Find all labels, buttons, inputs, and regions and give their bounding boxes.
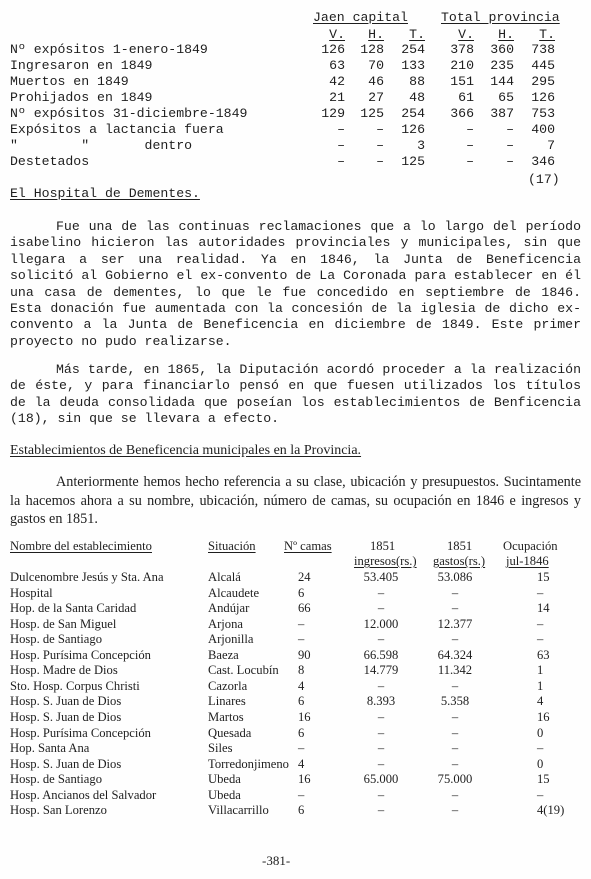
row-label: Nº expósitos 31-diciembre-1849: [10, 106, 248, 121]
cell-income: –: [377, 756, 385, 771]
cell-value: –: [466, 154, 474, 169]
cell-name: Hop. de la Santa Caridad: [10, 601, 137, 616]
cell-value: 753: [531, 106, 555, 121]
paragraph-dementes-1: [10, 219, 581, 350]
cell-name: Hosp. Purísima Concepción: [10, 725, 151, 740]
cell-value: 46: [368, 74, 384, 89]
paragraph-text: Fue una de las continuas reclamaciones que a lo largo del período isabelino hicieron las autoridades provinciales y municipales, sin que llegara a ser una realidad. Ya en 1846, la Junta de Beneficencia solicitó al Gobierno el ex-convento de La Coronada para establecer en él una casa de dementes, lo que le fue concedido en septiembre de 1846. Esta donación fue aumentada con la concesión de la iglesia de dicho ex-convento a la Junta de Beneficencia en diciembre de 1849. Este primer proyecto no pudo realizarse.: [10, 219, 581, 349]
cell-income: –: [377, 601, 385, 616]
cell-occupancy: –: [537, 616, 544, 631]
cell-value: –: [506, 122, 514, 137]
cell-expense: –: [451, 756, 459, 771]
cell-income: 66.598: [363, 647, 399, 662]
cell-location: Alcalá: [208, 570, 241, 584]
cell-value: 254: [401, 106, 425, 121]
header-beds: Nº camas: [284, 539, 332, 553]
cell-beds: 4: [298, 756, 305, 771]
cell-value: 27: [368, 90, 384, 105]
row-label: Expósitos a lactancia fuera: [10, 122, 224, 137]
header-occupancy-date: jul-1846: [506, 554, 549, 568]
cell-value: 126: [401, 122, 425, 137]
cell-location: Quesada: [208, 725, 252, 740]
cell-beds: 16: [298, 772, 311, 787]
cell-value: 133: [401, 58, 425, 73]
cell-value: 295: [531, 74, 555, 89]
cell-value: 445: [531, 58, 555, 73]
cell-location: Arjona: [208, 616, 243, 631]
page-number: -381-: [262, 853, 291, 868]
cell-value: –: [466, 122, 474, 137]
cell-income: 12.000: [363, 616, 399, 631]
cell-occupancy: –: [537, 632, 544, 647]
header-income-year: 1851: [370, 539, 396, 553]
cell-income: 8.393: [366, 694, 396, 709]
cell-name: Hospital: [10, 585, 53, 600]
header-expense-year: 1851: [447, 539, 473, 553]
cell-beds: 6: [298, 585, 305, 600]
cell-occupancy: 0: [537, 756, 544, 771]
cell-expense: 12.377: [437, 616, 473, 631]
cell-name: Hosp. de Santiago: [10, 772, 102, 787]
cell-expense: –: [451, 741, 459, 756]
cell-beds: –: [298, 787, 305, 802]
cell-occupancy: –: [537, 787, 544, 802]
column-header: V.: [329, 27, 345, 42]
cell-occupancy: –: [537, 741, 544, 756]
cell-beds: 6: [298, 803, 305, 818]
column-header: H.: [368, 27, 384, 42]
cell-name: Dulcenombre Jesús y Sta. Ana: [10, 570, 164, 584]
cell-expense: –: [451, 709, 459, 724]
cell-beds: 4: [298, 678, 305, 693]
paragraph-establecimientos: [10, 473, 581, 529]
cell-occupancy: 15: [537, 772, 550, 787]
cell-value: 125: [360, 106, 384, 121]
cell-name: Hosp. S. Juan de Dios: [10, 756, 122, 771]
column-header: T.: [409, 27, 425, 42]
cell-value: 235: [490, 58, 514, 73]
cell-name: Hosp. S. Juan de Dios: [10, 694, 122, 709]
cell-occupancy: 4: [537, 694, 544, 709]
cell-expense: –: [451, 601, 459, 616]
header-occupancy: Ocupación: [503, 539, 558, 553]
cell-beds: 16: [298, 709, 311, 724]
cell-income: 53.405: [363, 570, 399, 584]
cell-income: –: [377, 725, 385, 740]
cell-value: 738: [531, 42, 555, 57]
section-heading-dementes: El Hospital de Dementes.: [10, 186, 200, 201]
header-expense: gastos(rs.): [433, 554, 486, 568]
cell-value: 61: [458, 90, 474, 105]
cell-name: Hosp. de San Miguel: [10, 616, 117, 631]
cell-occupancy: 4(19): [537, 803, 565, 818]
cell-location: Arjonilla: [208, 632, 254, 647]
cell-income: –: [377, 709, 385, 724]
cell-name: Hosp. Purísima Concepción: [10, 647, 151, 662]
cell-value: 63: [329, 58, 345, 73]
cell-expense: 64.324: [437, 647, 473, 662]
cell-value: –: [506, 154, 514, 169]
cell-value: 3: [417, 138, 425, 153]
group-header-total: Total provincia: [441, 10, 560, 25]
cell-location: Torredonjimeno: [208, 756, 289, 771]
cell-value: 400: [531, 122, 555, 137]
row-label: Nº expósitos 1-enero-1849: [10, 42, 208, 57]
cell-value: –: [466, 138, 474, 153]
paragraph-text: Más tarde, en 1865, la Diputación acordó proceder a la realización de éste, y para financiarlo pensó en que fuesen utilizados los títulos de la deuda consolidada que poseían los establecimientos de Benficencia (18), sin que se llevara a efecto.: [10, 362, 581, 427]
cell-location: Ubeda: [208, 787, 241, 802]
cell-beds: 24: [298, 570, 311, 584]
cell-expense: –: [451, 803, 459, 818]
cell-value: 378: [450, 42, 474, 57]
cell-income: –: [377, 787, 385, 802]
cell-value: –: [376, 154, 384, 169]
cell-expense: –: [451, 585, 459, 600]
cell-value: 254: [401, 42, 425, 57]
cell-income: –: [377, 803, 385, 818]
cell-value: 144: [490, 74, 514, 89]
cell-value: 210: [450, 58, 474, 73]
cell-value: 48: [409, 90, 425, 105]
cell-value: 360: [490, 42, 514, 57]
row-label: Destetados: [10, 154, 90, 169]
cell-value: 126: [321, 42, 345, 57]
cell-occupancy: 16: [537, 709, 550, 724]
cell-value: –: [376, 138, 384, 153]
cell-location: Baeza: [208, 647, 239, 662]
cell-beds: –: [298, 632, 305, 647]
cell-value: 128: [360, 42, 384, 57]
cell-value: 42: [329, 74, 345, 89]
cell-occupancy: –: [537, 585, 544, 600]
cell-income: –: [377, 632, 385, 647]
cell-value: –: [506, 138, 514, 153]
row-label: Muertos en 1849: [10, 74, 129, 89]
row-label: Prohijados en 1849: [10, 90, 153, 105]
cell-income: –: [377, 585, 385, 600]
cell-location: Cazorla: [208, 678, 248, 693]
cell-value: 387: [490, 106, 514, 121]
cell-location: Andújar: [208, 601, 250, 616]
cell-name: Hop. Santa Ana: [10, 741, 90, 756]
cell-expense: 53.086: [437, 570, 473, 584]
cell-value: 88: [409, 74, 425, 89]
cell-expense: 11.342: [437, 663, 473, 678]
cell-value: 7: [547, 138, 555, 153]
column-header: T.: [539, 27, 555, 42]
cell-location: Villacarrillo: [208, 803, 269, 818]
row-label: Ingresaron en 1849: [10, 58, 153, 73]
cell-beds: 6: [298, 725, 305, 740]
cell-income: 14.779: [363, 663, 399, 678]
header-income: ingresos(rs.): [354, 554, 417, 568]
cell-income: –: [377, 741, 385, 756]
cell-value: 126: [531, 90, 555, 105]
column-header: H.: [498, 27, 514, 42]
cell-expense: 5.358: [440, 694, 470, 709]
header-location: Situación: [208, 539, 256, 553]
group-header-jaen: Jaen capital: [313, 10, 408, 25]
cell-value: 366: [450, 106, 474, 121]
cell-name: Hosp. Ancianos del Salvador: [10, 787, 157, 802]
cell-expense: –: [451, 632, 459, 647]
cell-income: –: [377, 678, 385, 693]
cell-value: –: [337, 122, 345, 137]
cell-occupancy: 14: [537, 601, 550, 616]
cell-beds: 66: [298, 601, 311, 616]
section-heading-establecimientos: Establecimientos de Beneficencia municipales en la Provincia.: [10, 443, 362, 458]
cell-occupancy: 15: [537, 570, 550, 584]
cell-value: 70: [368, 58, 384, 73]
cell-expense: –: [451, 678, 459, 693]
cell-value: 151: [450, 74, 474, 89]
cell-location: Cast. Locubín: [208, 663, 279, 678]
cell-income: 65.000: [363, 772, 399, 787]
cell-name: Sto. Hosp. Corpus Christi: [10, 678, 140, 693]
cell-value: 129: [321, 106, 345, 121]
cell-name: Hosp. San Lorenzo: [10, 803, 107, 818]
header-name: Nombre del establecimiento: [10, 539, 152, 553]
cell-occupancy: 1: [537, 663, 544, 678]
cell-beds: –: [298, 741, 305, 756]
cell-location: Alcaudete: [208, 585, 260, 600]
cell-occupancy: 0: [537, 725, 544, 740]
cell-expense: –: [451, 725, 459, 740]
cell-beds: –: [298, 616, 305, 631]
paragraph-text: Anteriormente hemos hecho referencia a su clase, ubicación y presupuestos. Sucintamente la hacemos ahora a su nombre, ubicación, número de camas, su ocupación en 1846 e ingresos y gastos en 1851.: [10, 474, 581, 527]
cell-name: Hosp. Madre de Dios: [10, 663, 118, 678]
column-header: V.: [458, 27, 474, 42]
cell-expense: –: [451, 787, 459, 802]
cell-value: 125: [401, 154, 425, 169]
cell-beds: 6: [298, 694, 305, 709]
paragraph-dementes-2: [10, 362, 581, 428]
footnote-ref: (17): [528, 172, 560, 187]
cell-value: 21: [329, 90, 345, 105]
cell-value: 65: [498, 90, 514, 105]
cell-location: Linares: [208, 694, 246, 709]
cell-location: Ubeda: [208, 772, 241, 787]
cell-name: Hosp. S. Juan de Dios: [10, 709, 122, 724]
cell-value: –: [337, 138, 345, 153]
cell-value: 346: [531, 154, 555, 169]
cell-beds: 8: [298, 663, 305, 678]
cell-location: Martos: [208, 709, 244, 724]
cell-name: Hosp. de Santiago: [10, 632, 102, 647]
row-label: " " dentro: [10, 138, 193, 153]
cell-occupancy: 1: [537, 678, 544, 693]
cell-beds: 90: [298, 647, 311, 662]
cell-value: –: [376, 122, 384, 137]
cell-location: Siles: [208, 741, 233, 756]
cell-occupancy: 63: [537, 647, 550, 662]
cell-value: –: [337, 154, 345, 169]
cell-expense: 75.000: [437, 772, 473, 787]
